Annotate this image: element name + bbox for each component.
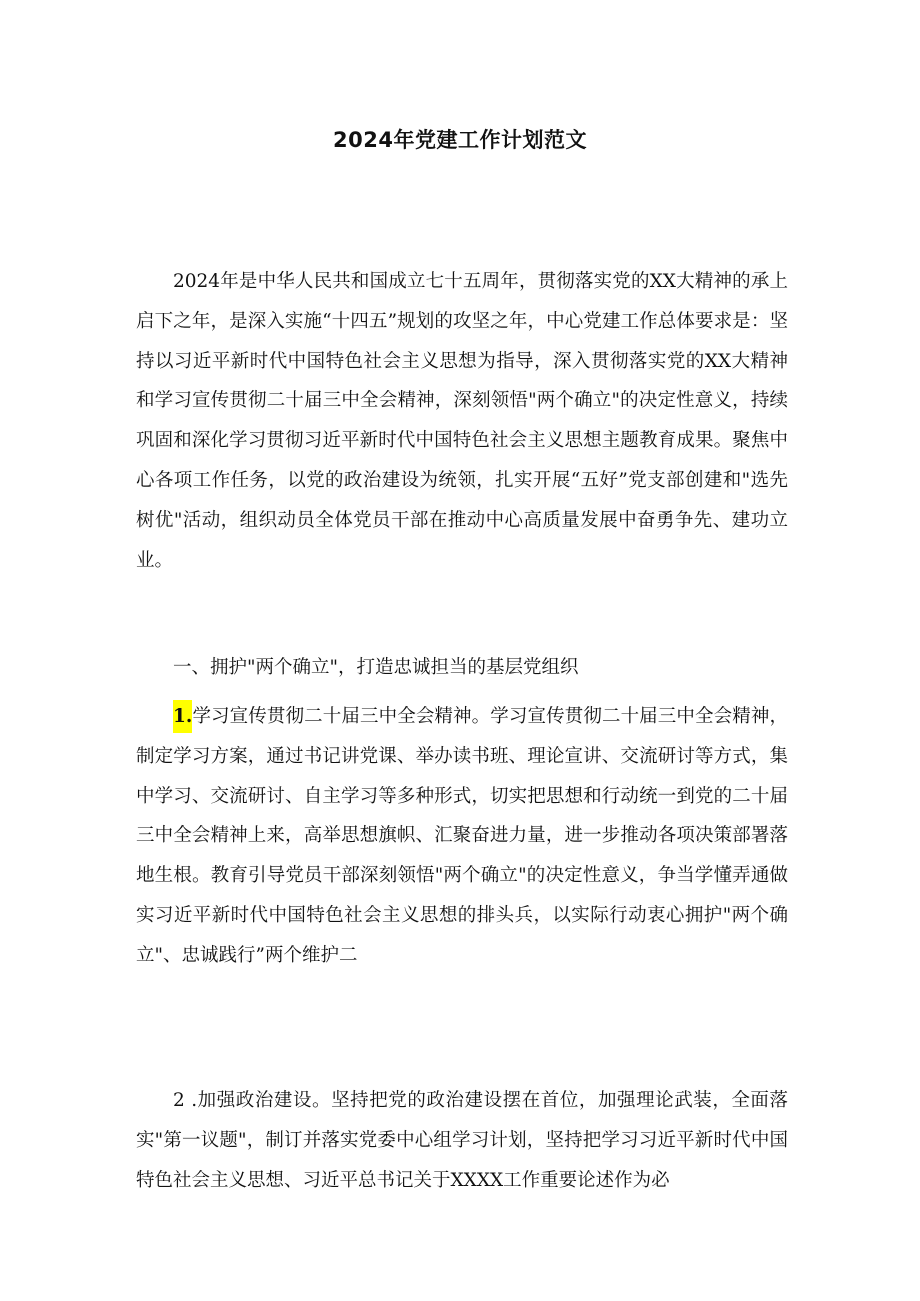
section-heading: 一、拥护"两个确立"，打造忠诚担当的基层党组织 bbox=[173, 657, 579, 678]
item-2-number: 2 bbox=[173, 1090, 185, 1111]
intro-paragraph: 2024年是中华人民共和国成立七十五周年，贯彻落实党的XX大精神的承上启下之年，是深入实施“十四五”规划的攻坚之年，中心党建工作总体要求是：坚持以习近平新时代中国特色社会主义思想为指导，深入贯彻落实党的XX大精神和学习宣传贯彻二十届三中全会精神，深刻领悟"两个确立"的决定性意义，持续巩固和深化学习贯彻习近平新时代中国特色社会主义思想主题教育成果。聚焦中心各项工作任务，以党的政治建设为统领，扎实开展“五好”党支部创建和"选先树优"活动，组织动员全体党员干部在推动中心高质量发展中奋勇争先、建功立业。 bbox=[136, 271, 788, 571]
document-title: 2024年党建工作计划范文 bbox=[333, 128, 587, 152]
item-1-number: 1. bbox=[173, 700, 192, 733]
item-1-text: 学习宣传贯彻二十届三中全会精神。学习宣传贯彻二十届三中全会精神，制定学习方案，通过书记讲党课、举办读书班、理论宣讲、交流研讨等方式，集中学习、交流研讨、自主学习等多种形式，切实把思想和行动统一到党的二十届三中全会精神上来，高举思想旗帜、汇聚奋进力量，进一步推动各项决策部署落地生根。教育引导党员干部深刻领悟"两个确立"的决定性意义，争当学懂弄通做实习近平新时代中国特色社会主义思想的排头兵，以实际行动衷心拥护"两个确立"、忠诚践行”两个维护二 bbox=[136, 706, 788, 966]
item-1-paragraph bbox=[136, 697, 788, 976]
item-2-paragraph bbox=[136, 1081, 788, 1200]
item-2-text: .加强政治建设。坚持把党的政治建设摆在首位，加强理论武装，全面落实"第一议题"，制订并落实党委中心组学习计划，坚持把学习习近平新时代中国特色社会主义思想、习近平总书记关于XXXX工作重要论述作为必 bbox=[136, 1090, 788, 1191]
